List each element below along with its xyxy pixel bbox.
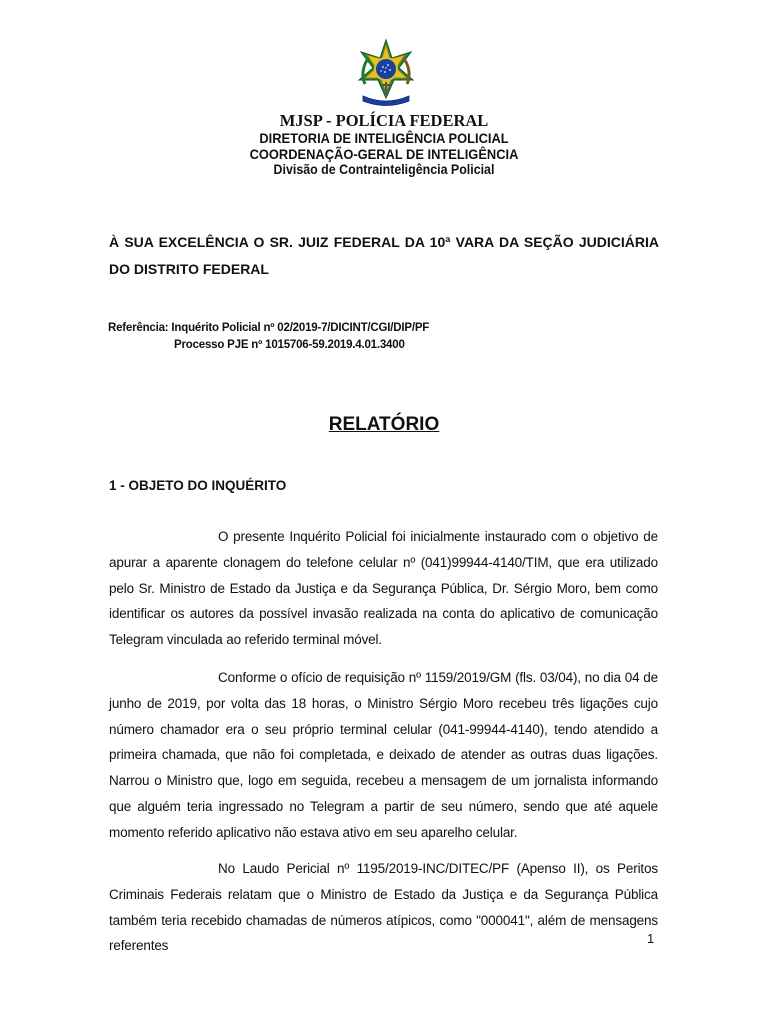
paragraph-text: O presente Inquérito Policial foi inicialmente instaurado com o objetivo de apurar a aparente clonagem do telefone celular nº (041)99944-4140/TIM, que era utilizado pelo Sr. Ministro de Estado da Justiça e da Segurança Pública, Dr. Sérgio Moro, bem como identificar os autores da possível invasão realizada na conta do aplicativo de comunicação Telegram vinculada ao referido terminal móvel. [109, 529, 658, 648]
page-number: 1 [647, 931, 655, 946]
document-title: RELATÓRIO [328, 414, 440, 435]
paragraph-text: Conforme o ofício de requisição nº 1159/2019/GM (fls. 03/04), no dia 04 de junho de 2019, por volta das 18 horas, o Ministro Sérgio Moro recebeu três ligações cujo número chamador era o seu próprio terminal celular (041-99944-4140), tendo atendido a primeira chamada, que não foi completada, e deixado de atender as outras duas ligações. Narrou o Ministro que, logo em seguida, recebeu a mensagem de um jornalista informando que alguém teria ingressado no Telegram a partir de seu número, sendo que até aquele momento referido aplicativo não estava ativo em seu aparelho celular. [109, 670, 658, 840]
reference-process: Processo PJE nº 1015706-59.2019.4.01.3400 [174, 339, 405, 351]
paragraph [109, 524, 658, 653]
paragraph [109, 856, 658, 959]
reference-inquiry: Referência: Inquérito Policial nº 02/2019-7/DICINT/CGI/DIP/PF [108, 322, 430, 334]
paragraph-text: No Laudo Pericial nº 1195/2019-INC/DITEC/PF (Apenso II), os Peritos Criminais Federais relatam que o Ministro de Estado da Justiça e da Segurança Pública também teria recebido chamadas de números atípicos, como "000041", além de mensagens referentes [109, 861, 658, 954]
paragraph [109, 665, 658, 846]
section-heading: 1 - OBJETO DO INQUÉRITO [109, 478, 287, 493]
coordination-name: COORDENAÇÃO-GERAL DE INTELIGÊNCIA [249, 146, 519, 162]
document-header [0, 112, 768, 178]
directorate-name: DIRETORIA DE INTELIGÊNCIA POLICIAL [259, 130, 509, 146]
organization-name: MJSP - POLÍCIA FEDERAL [279, 111, 489, 130]
brazil-coat-of-arms-icon [355, 38, 417, 110]
reference-block [108, 320, 429, 354]
addressee: À SUA EXCELÊNCIA O SR. JUIZ FEDERAL DA 10ª VARA DA SEÇÃO JUDICIÁRIA DO DISTRITO FEDERAL [109, 234, 659, 277]
division-name: Divisão de Contrainteligência Policial [273, 162, 495, 177]
